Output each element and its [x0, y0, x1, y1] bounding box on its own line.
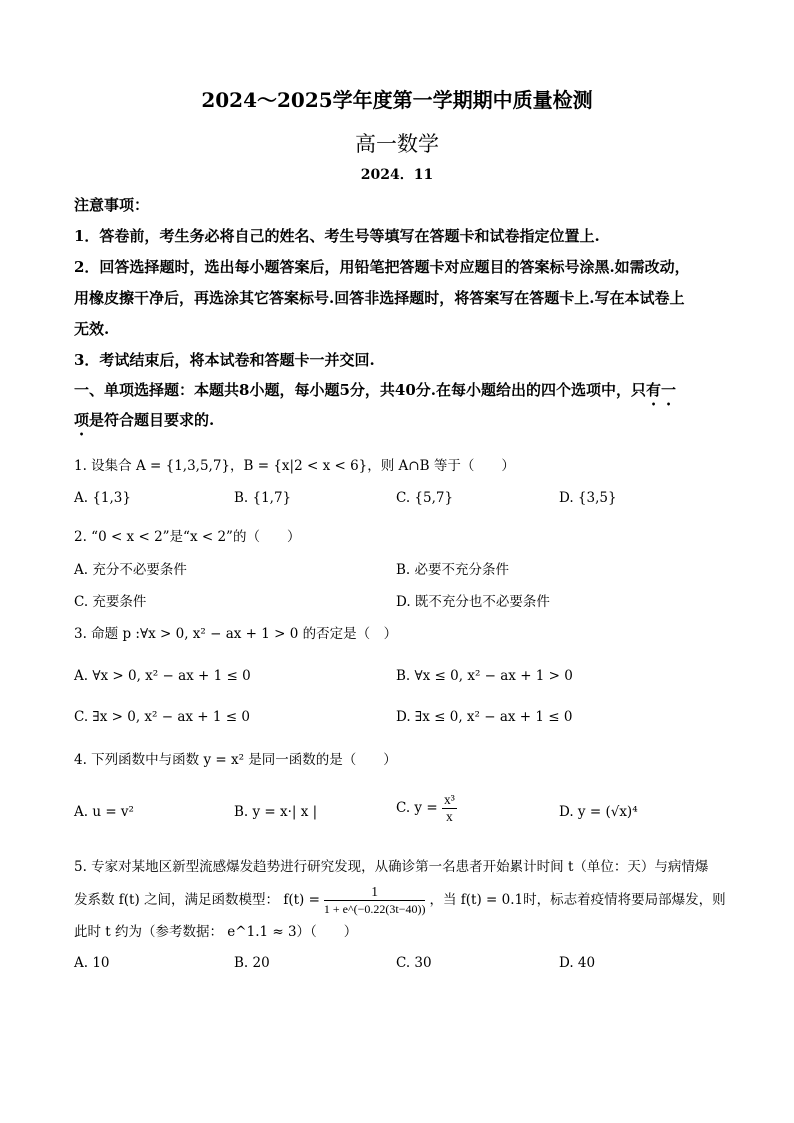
q5-line2-suffix: ，当 f(t) = 0.1时，标志着疫情将要局部爆发，则: [429, 892, 726, 908]
q4-option-c: [396, 792, 457, 825]
subject-title: 高一数学: [355, 132, 439, 156]
note-1: 1．答卷前，考生务必将自己的姓名、考生号等填写在答题卡和试卷指定位置上.: [74, 227, 600, 245]
note-2-line2: 用橡皮擦干净后，再选涂其它答案标号.回答非选择题时，将答案写在答题卡上.写在本试卷上: [74, 289, 685, 307]
q3-stem: 3. 命题 p :∀x > 0, x² − ax + 1 > 0 的否定是（ ）: [74, 626, 398, 642]
q3-option-d: D. ∃x ≤ 0, x² − ax + 1 ≤ 0: [396, 709, 573, 725]
q5-model-fraction: [324, 884, 426, 917]
q5-fraction-numerator: 1: [324, 884, 426, 901]
q4-option-c-fraction: [442, 792, 457, 825]
q5-line3: 此时 t 约为（参考数据： e^1.1 ≈ 3）（ ）: [74, 924, 358, 940]
q4-option-c-prefix: C. y =: [396, 800, 438, 816]
q3-option-a: A. ∀x > 0, x² − ax + 1 ≤ 0: [74, 668, 251, 684]
notes-heading: 注意事项：: [74, 196, 150, 214]
q2-option-c: C. 充要条件: [74, 594, 147, 610]
q4-option-c-denominator: x: [446, 809, 453, 824]
section1-heading: [74, 380, 724, 409]
section1-emph-you: 有: [645, 381, 661, 399]
exam-date: 2024．11: [360, 167, 434, 183]
q4-option-d: D. y = (√x)⁴: [559, 804, 638, 820]
q5-option-c: C. 30: [396, 955, 432, 971]
q2-option-b: B. 必要不充分条件: [396, 562, 510, 578]
q4-option-a: A. u = v²: [74, 804, 134, 820]
q1-stem: 1. 设集合 A = {1,3,5,7}，B = {x|2 < x < 6}，则 A∩B 等于（ ）: [74, 458, 515, 474]
section1-heading-end: 是符合题目要求的.: [89, 411, 215, 429]
section1-heading-cont: [74, 410, 724, 439]
q2-stem: 2. “0 < x < 2”是“x < 2”的（ ）: [74, 529, 301, 545]
q1-option-b: B. {1,7}: [234, 490, 292, 506]
q4-option-b: B. y = x·| x |: [234, 804, 318, 820]
q5-line2: [74, 880, 724, 920]
q5-fraction-denominator: 1 + e^(−0.22(3t−40)): [323, 901, 426, 916]
q5-option-a: A. 10: [74, 955, 110, 971]
q3-option-b: B. ∀x ≤ 0, x² − ax + 1 > 0: [396, 668, 573, 684]
q4-stem: 4. 下列函数中与函数 y = x² 是同一函数的是（ ）: [74, 752, 397, 768]
q1-option-c: C. {5,7}: [396, 490, 454, 506]
q3-option-c: C. ∃x > 0, x² − ax + 1 ≤ 0: [74, 709, 250, 725]
q4-option-c-numerator: x³: [443, 792, 455, 807]
q5-option-d: D. 40: [559, 955, 596, 971]
note-2-line3: 无效.: [74, 320, 110, 338]
q2-option-d: D. 既不充分也不必要条件: [396, 594, 550, 610]
section1-heading-text: 一、单项选择题：本题共8小题，每小题5分，共40分.在每小题给出的四个选项中，只: [74, 381, 646, 399]
q5-line1: 5. 专家对某地区新型流感爆发趋势进行研究发现，从确诊第一名患者开始累计时间 t（单位：天）与病情爆: [74, 859, 709, 875]
q1-option-a: A. {1,3}: [74, 490, 131, 506]
q5-option-b: B. 20: [234, 955, 270, 971]
q2-option-a: A. 充分不必要条件: [74, 562, 187, 578]
q1-option-d: D. {3,5}: [559, 490, 617, 506]
q5-line2-prefix: 发系数 f(t) 之间，满足函数模型： f(t) =: [74, 892, 320, 908]
section1-emph-yi: 一: [661, 381, 677, 399]
note-2-line1: 2．回答选择题时，选出每小题答案后，用铅笔把答题卡对应题目的答案标号涂黑.如需改动，: [74, 258, 690, 276]
section1-emph-xiang: 项: [74, 411, 90, 429]
note-3: 3．考试结束后，将本试卷和答题卡一并交回.: [74, 351, 375, 369]
exam-title: 2024～2025学年度第一学期期中质量检测: [201, 88, 593, 112]
